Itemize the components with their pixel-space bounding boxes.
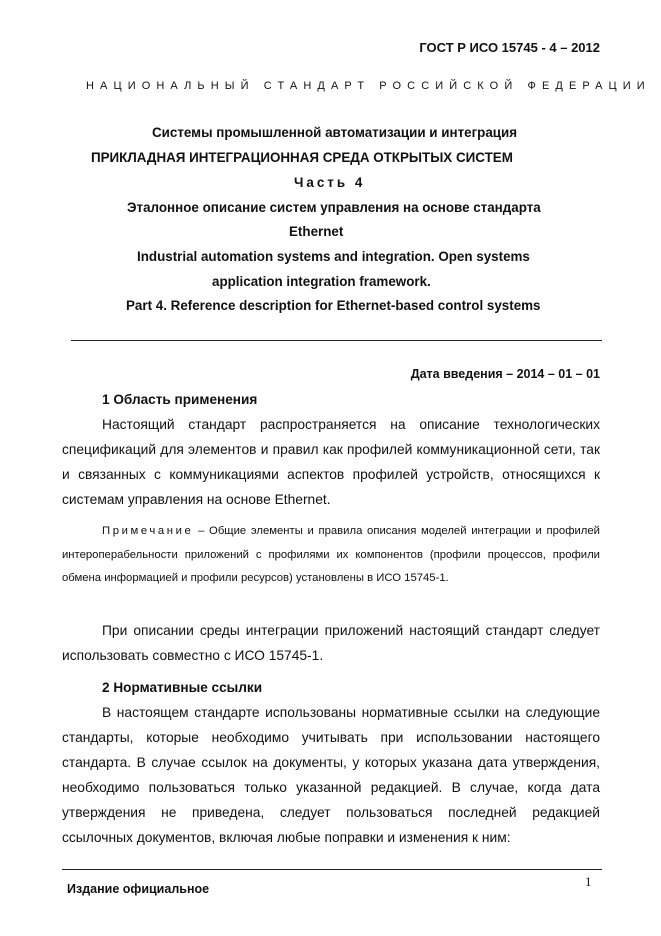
page-number: 1: [585, 874, 592, 889]
section-2-heading: 2 Нормативные ссылки: [102, 680, 263, 695]
section-1-heading: 1 Область применения: [102, 392, 258, 407]
note-label: Примечание: [102, 525, 194, 537]
note-text: – Общие элементы и правила описания моделей интеграции и профилей интероперабельности приложений с профилями их компонентов (профили процессов, профили обмена информацией и профили ресурсов) установлены в ИСО 15745-1.: [62, 525, 600, 584]
footer-divider: [62, 869, 602, 870]
title-line-4: Эталонное описание систем управления на основе стандарта: [127, 200, 541, 215]
note: [62, 520, 600, 591]
official-edition-label: Издание официальное: [67, 882, 210, 896]
section-1-paragraph-1: Настоящий стандарт распространяется на описание технологических спецификаций для элементов и правил как профилей коммуникационной сети, так и связанных с коммуникациями аспектов профилей устройств, относящихся к системам управления на основе Ethernet.: [62, 417, 600, 507]
section-1-paragraph-2: При описании среды интеграции приложений настоящий стандарт следует использовать совместно с ИСО 15745-1.: [62, 623, 600, 663]
title-part: Часть 4: [294, 175, 366, 190]
title-line-2: ПРИКЛАДНАЯ ИНТЕГРАЦИОННАЯ СРЕДА ОТКРЫТЫХ СИСТЕМ: [91, 150, 513, 165]
title-en-line-3: Part 4. Reference description for Ethernet-based control systems: [126, 298, 541, 313]
title-line-5: Ethernet: [289, 224, 344, 239]
title-en-line-1: Industrial automation systems and integration. Open systems: [137, 249, 530, 264]
standard-code: ГОСТ Р ИСО 15745 - 4 – 2012: [419, 40, 600, 55]
introduction-date: Дата введения – 2014 – 01 – 01: [410, 367, 600, 381]
title-divider: [71, 340, 602, 341]
title-line-1: Системы промышленной автоматизации и интеграция: [152, 125, 518, 140]
national-standard-banner: НАЦИОНАЛЬНЫЙ СТАНДАРТ РОССИЙСКОЙ ФЕДЕРАЦИИ: [86, 80, 651, 92]
title-en-line-2: application integration framework.: [212, 274, 431, 289]
section-2-paragraph-1: В настоящем стандарте использованы нормативные ссылки на следующие стандарты, которые необходимо учитывать при использовании настоящего стандарта. В случае ссылок на документы, у которых указана дата утверждения, необходимо пользоваться только указанной редакцией. В случае, когда дата утверждения не приведена, следует пользоваться последней редакцией ссылочных документов, включая любые поправки и изменения к ним:: [62, 705, 600, 845]
